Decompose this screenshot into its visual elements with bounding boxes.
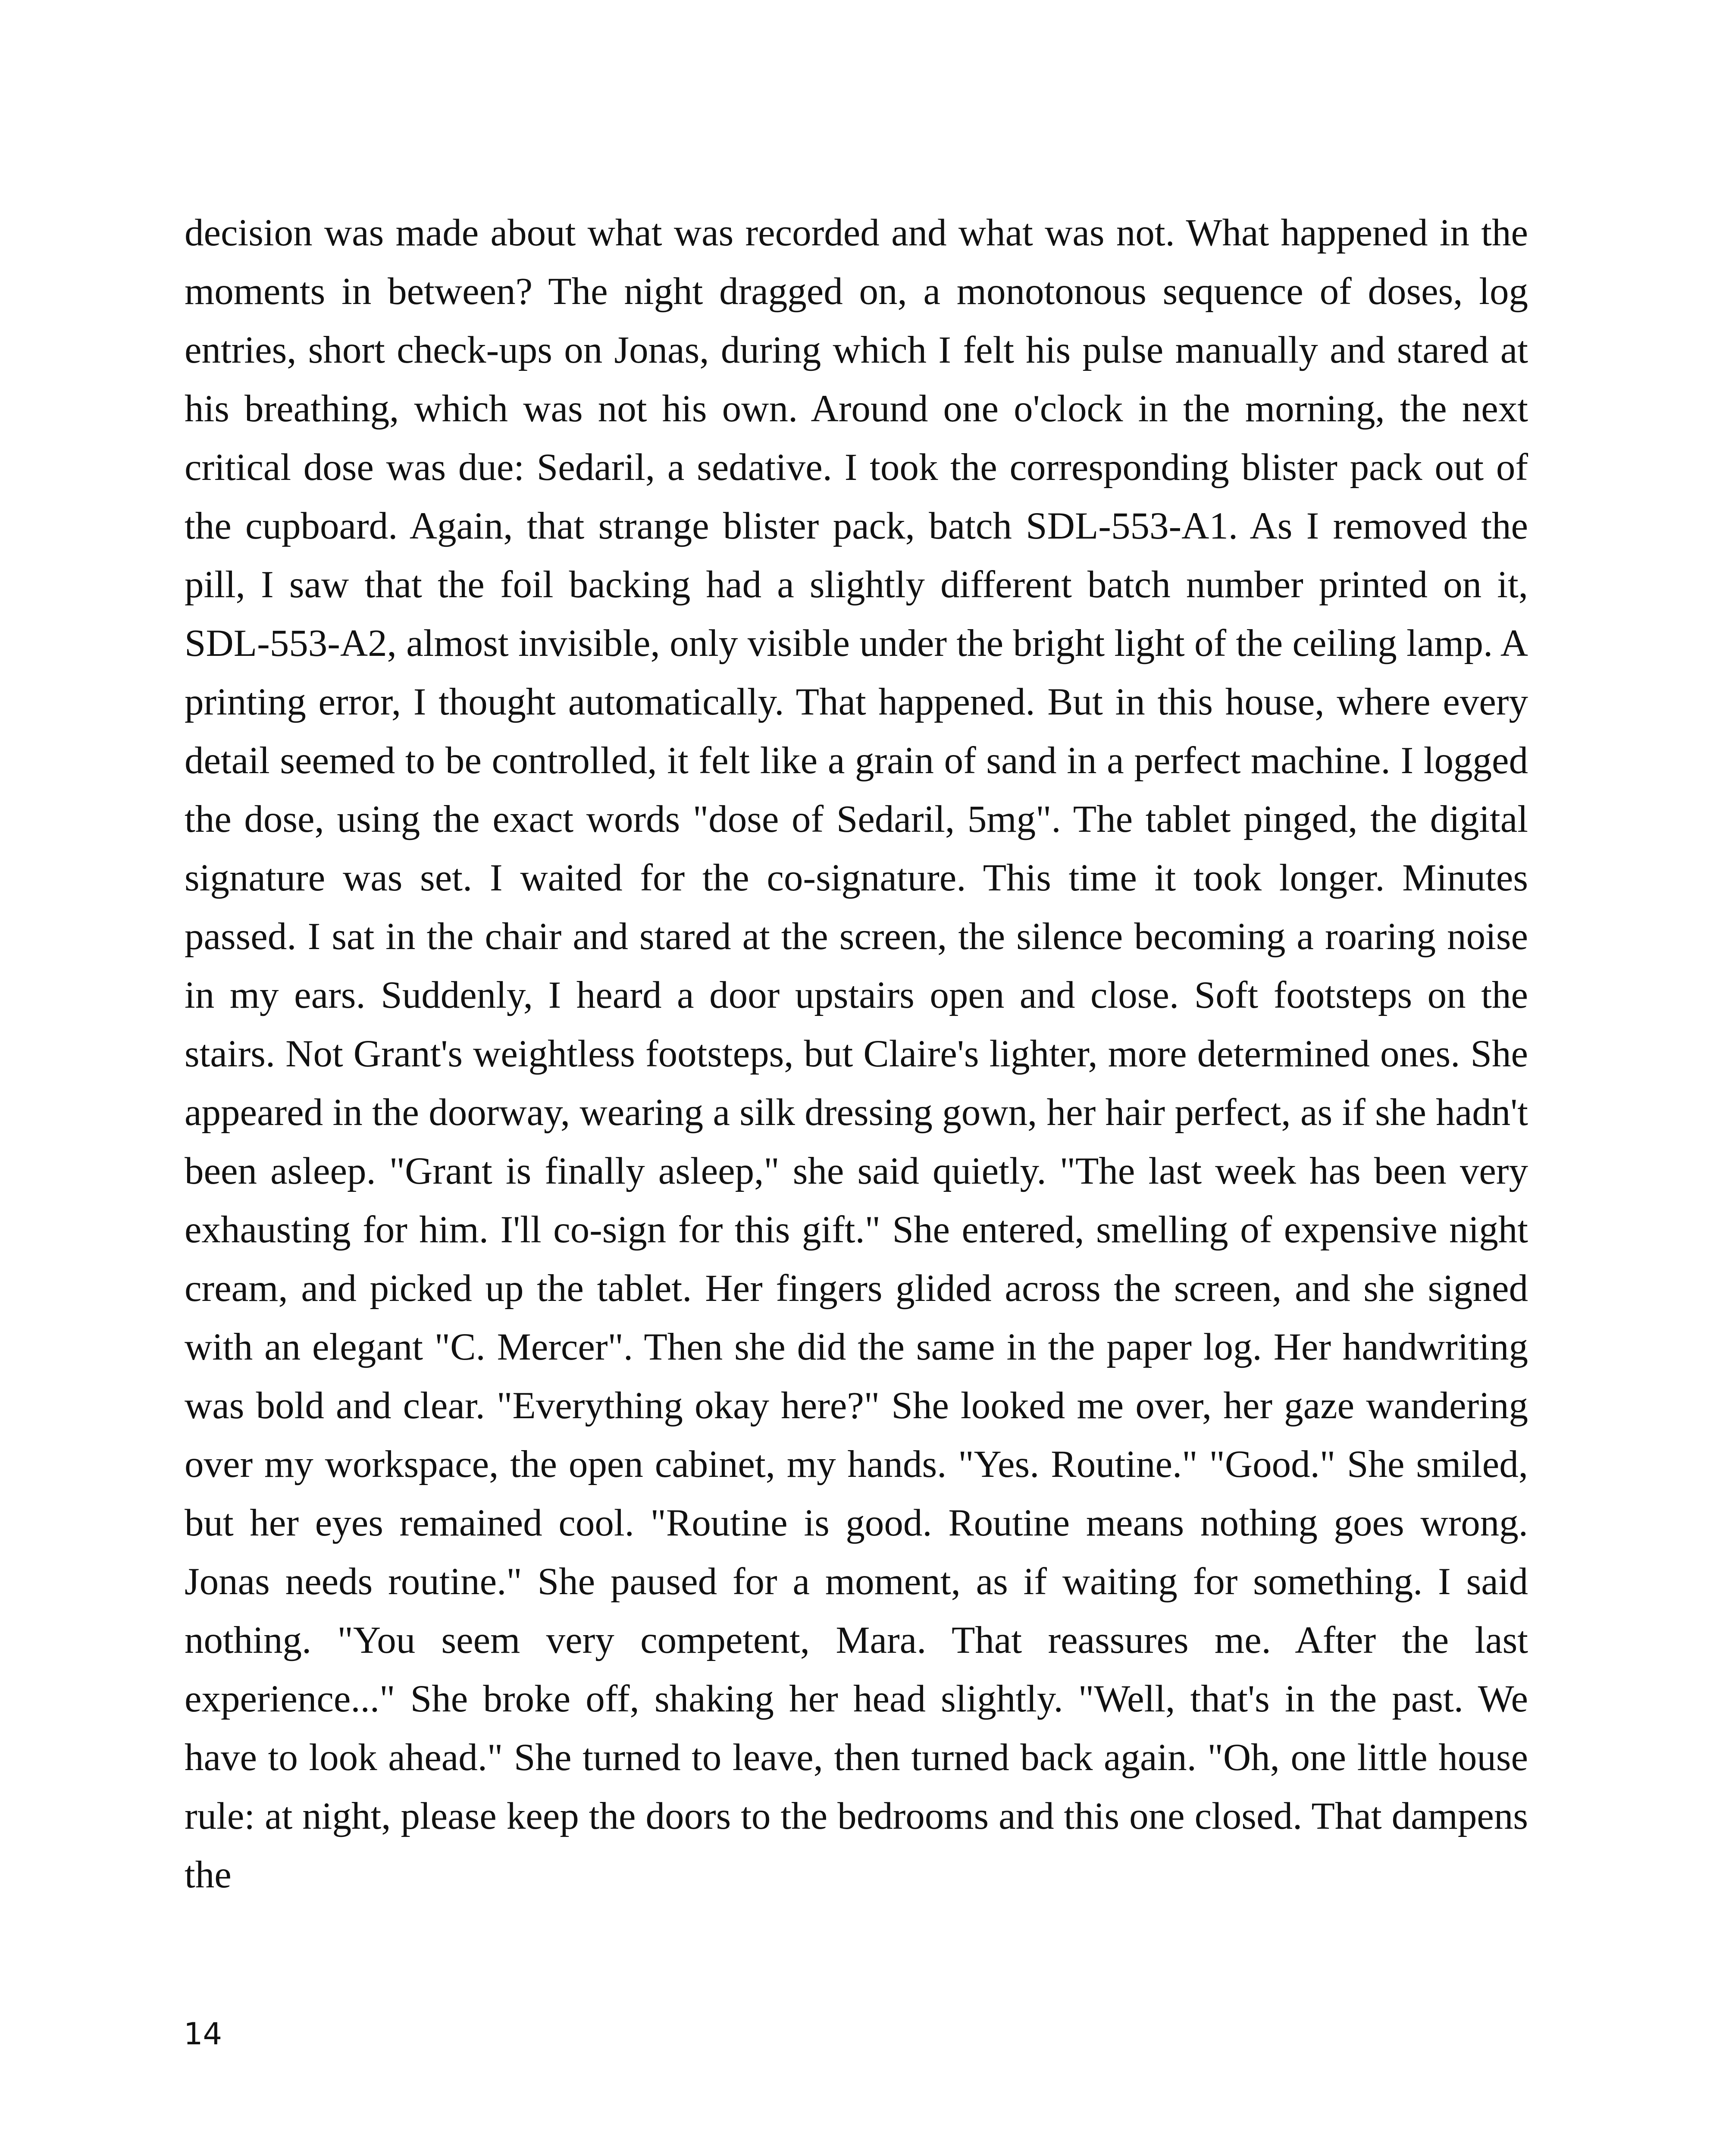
page-number: 14 <box>184 2016 222 2052</box>
body-paragraph: decision was made about what was recorded and what was not. What happened in the moments in between? The night dragged on, a monotonous sequence of doses, log entries, short check-ups on Jonas, during which I felt his pulse manually and stared at his breathing, which was not his own. Around one o'clock in the morning, the next critical dose was due: Sedaril, a sedative. I took the corresponding blister pack out of the cupboard. Again, that strange blister pack, batch SDL-553-A1. As I removed the pill, I saw that the foil backing had a slightly different batch number printed on it, SDL-553-A2, almost invisible, only visible under the bright light of the ceiling lamp. A printing error, I thought automatically. That happened. But in this house, where every detail seemed to be controlled, it felt like a grain of sand in a perfect machine. I logged the dose, using the exact words "dose of Sedaril, 5mg". The tablet pinged, the digital signature was set. I waited for the co-signature. This time it took longer. Minutes passed. I sat in the chair and stared at the screen, the silence becoming a roaring noise in my ears. Suddenly, I heard a door upstairs open and close. Soft footsteps on the stairs. Not Grant's weightless footsteps, but Claire's lighter, more determined ones. She appeared in the doorway, wearing a silk dressing gown, her hair perfect, as if she hadn't been asleep. "Grant is finally asleep," she said quietly. "The last week has been very exhausting for him. I'll co-sign for this gift." She entered, smelling of expensive night cream, and picked up the tablet. Her fingers glided across the screen, and she signed with an elegant "C. Mercer". Then she did the same in the paper log. Her handwriting was bold and clear. "Everything okay here?" She looked me over, her gaze wandering over my workspace, the open cabinet, my hands. "Yes. Routine." "Good." She smiled, but her eyes remained cool. "Routine is good. Routine means nothing goes wrong. Jonas needs routine." She paused for a moment, as if waiting for something. I said nothing. "You seem very competent, Mara. That reassures me. After the last experience..." She broke off, shaking her head slightly. "Well, that's in the past. We have to look ahead." She turned to leave, then turned back again. "Oh, one little house rule: at night, please keep the doors to the bedrooms and this one closed. That dampens the <box>185 212 1528 1896</box>
